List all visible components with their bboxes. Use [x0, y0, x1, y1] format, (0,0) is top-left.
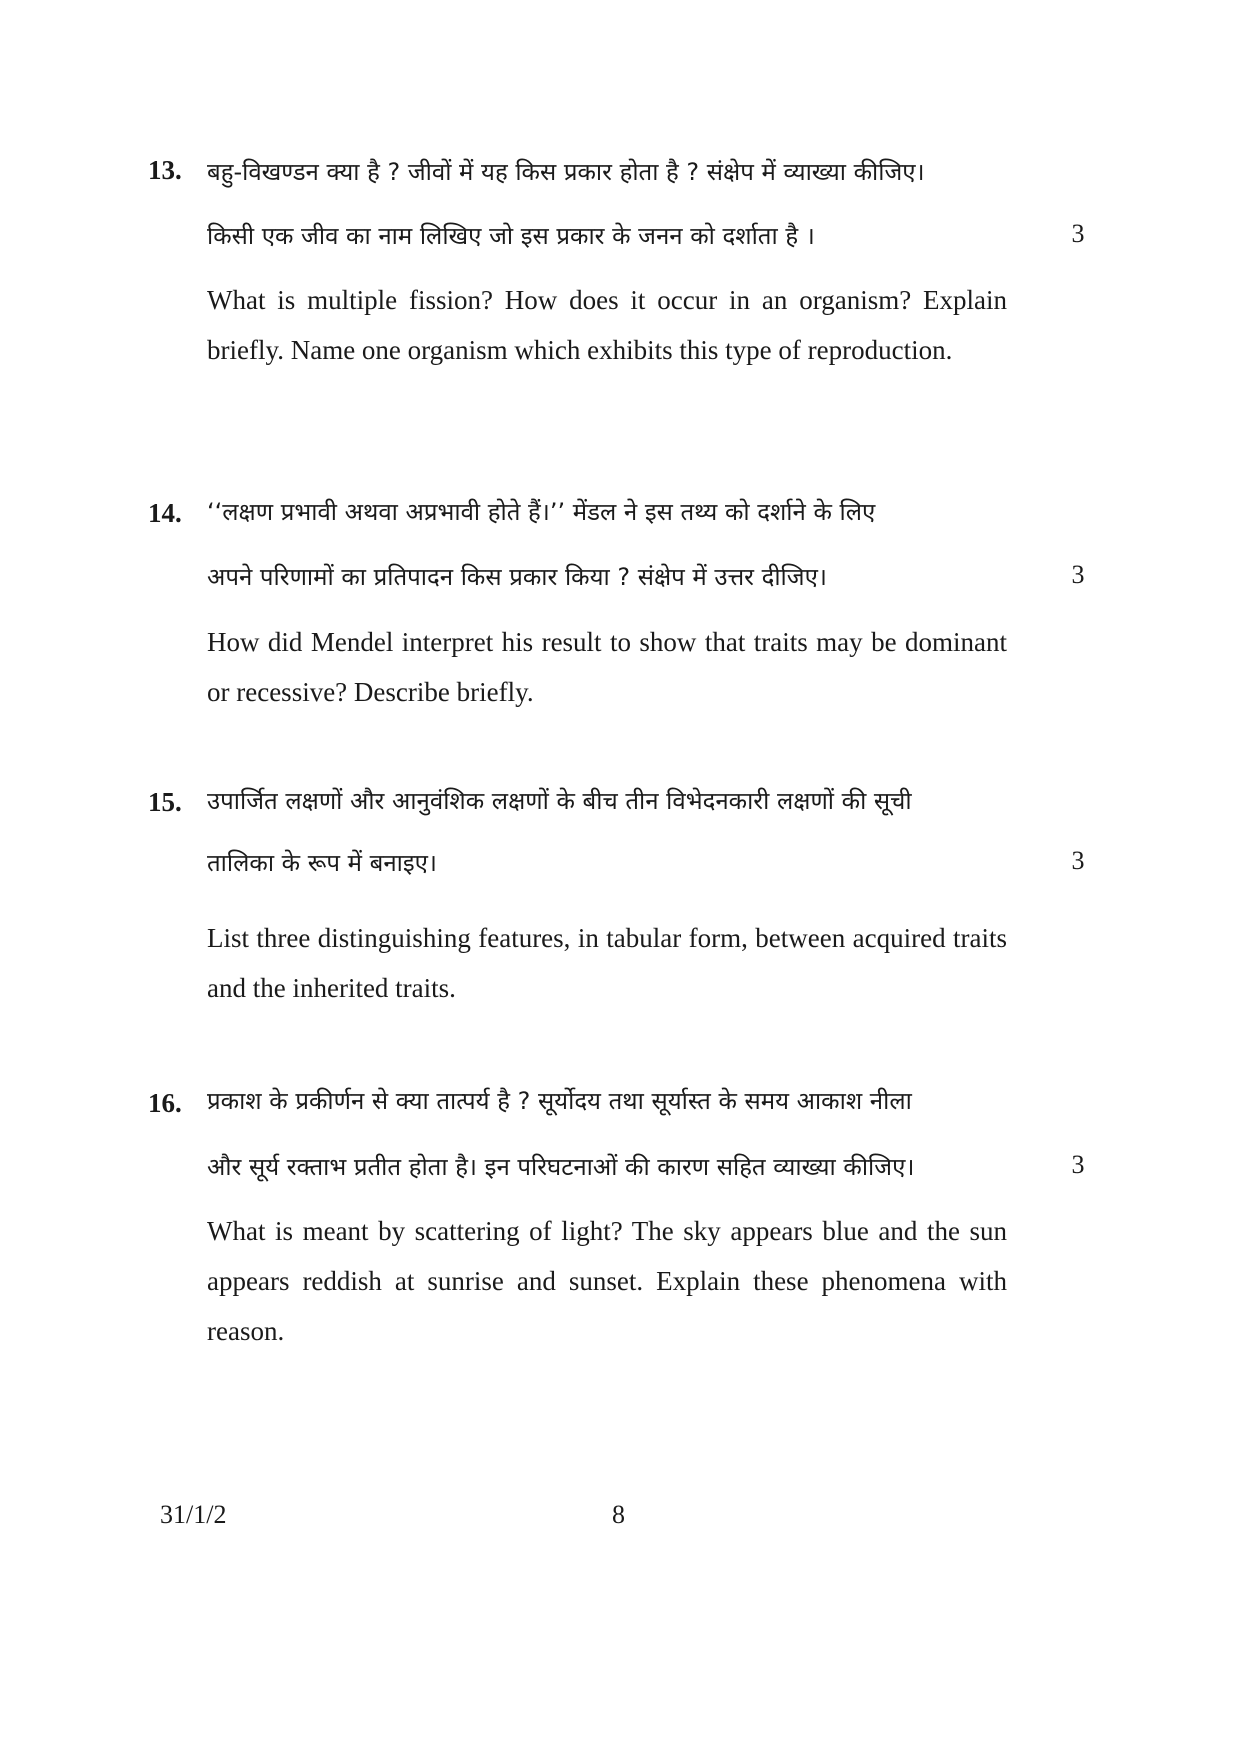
- question-number: 15.: [148, 787, 182, 817]
- question-hindi-line-2: तालिका के रूप में बनाइए।: [207, 849, 438, 877]
- question-marks: 3: [1071, 560, 1085, 589]
- question-english-text: What is multiple fission? How does it occur in an organism? Explain briefly. Name one organism which exhibits this type of reproduction.: [207, 285, 1007, 365]
- question-number: 16.: [148, 1088, 182, 1118]
- question-english-text: What is meant by scattering of light? The sky appears blue and the sun appears reddish at sunrise and sunset. Explain these phenomena with reason.: [207, 1216, 1007, 1346]
- question-marks: 3: [1071, 219, 1085, 248]
- question-hindi-line-2: और सूर्य रक्ताभ प्रतीत होता है। इन परिघटनाओं की कारण सहित व्याख्या कीजिए।: [207, 1153, 915, 1181]
- question-marks: 3: [1071, 1150, 1085, 1179]
- paper-code: 31/1/2: [160, 1500, 227, 1529]
- page-number: 8: [612, 1500, 625, 1529]
- question-hindi-line-1: ‘‘लक्षण प्रभावी अथवा अप्रभावी होते हैं।’’ मेंडल ने इस तथ्य को दर्शाने के लिए: [207, 498, 876, 526]
- question-english-text: How did Mendel interpret his result to show that traits may be dominant or recessive? Describe briefly.: [207, 627, 1007, 707]
- question-hindi-line-2: अपने परिणामों का प्रतिपादन किस प्रकार किया ? संक्षेप में उत्तर दीजिए।: [207, 563, 827, 591]
- question-marks: 3: [1071, 846, 1085, 875]
- question-hindi-line-1: उपार्जित लक्षणों और आनुवंशिक लक्षणों के बीच तीन विभेदनकारी लक्षणों की सूची: [207, 787, 912, 815]
- question-hindi-line-1: प्रकाश के प्रकीर्णन से क्या तात्पर्य है ? सूर्योदय तथा सूर्यास्त के समय आकाश नीला: [207, 1087, 912, 1115]
- question-number: 13.: [148, 155, 182, 185]
- question-english-text: List three distinguishing features, in tabular form, between acquired traits and the inherited traits.: [207, 923, 1007, 1003]
- question-hindi-line-1: बहु-विखण्डन क्या है ? जीवों में यह किस प्रकार होता है ? संक्षेप में व्याख्या कीजिए।: [207, 158, 925, 186]
- question-hindi-line-2: किसी एक जीव का नाम लिखिए जो इस प्रकार के जनन को दर्शाता है ।: [207, 222, 815, 250]
- question-number: 14.: [148, 498, 182, 528]
